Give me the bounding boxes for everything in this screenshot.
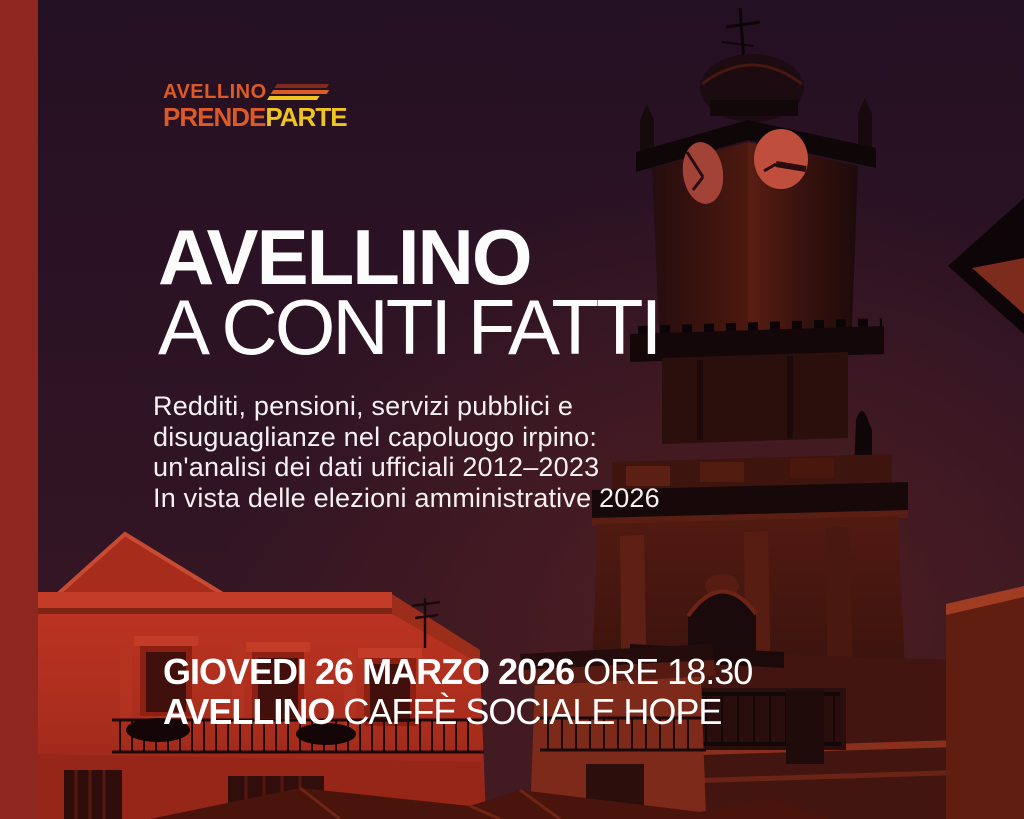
event-date: GIOVEDI 26 MARZO 2026 <box>163 651 575 692</box>
event-venue-line <box>163 692 752 732</box>
description-line: Redditi, pensioni, servizi pubblici e <box>153 391 574 421</box>
event-venue: CAFFÈ SOCIALE HOPE <box>343 691 722 732</box>
logo-word-parte: PARTE <box>265 102 347 132</box>
event-details <box>163 652 752 732</box>
event-date-line <box>163 652 752 692</box>
description-line: un'analisi dei dati ufficiali 2012–2023 <box>153 452 600 483</box>
event-time: ORE 18.30 <box>583 651 753 692</box>
poster-title <box>158 213 660 371</box>
title-line-1: AVELLINO <box>158 213 531 301</box>
title-line-2: A CONTI FATTI <box>158 283 660 371</box>
description-line: disuguaglianze nel capoluogo irpino: <box>153 421 598 452</box>
logo-word-avellino: AVELLINO <box>163 81 267 103</box>
event-city: AVELLINO <box>163 691 335 732</box>
logo-word-prende: PRENDE <box>163 102 266 132</box>
logo-avellino-prende-parte <box>163 82 347 130</box>
left-red-bar <box>0 0 38 819</box>
logo-stripes-icon <box>267 84 333 100</box>
description-line: In vista delle elezioni amministrative 2026 <box>153 482 660 513</box>
poster-description <box>153 391 660 513</box>
